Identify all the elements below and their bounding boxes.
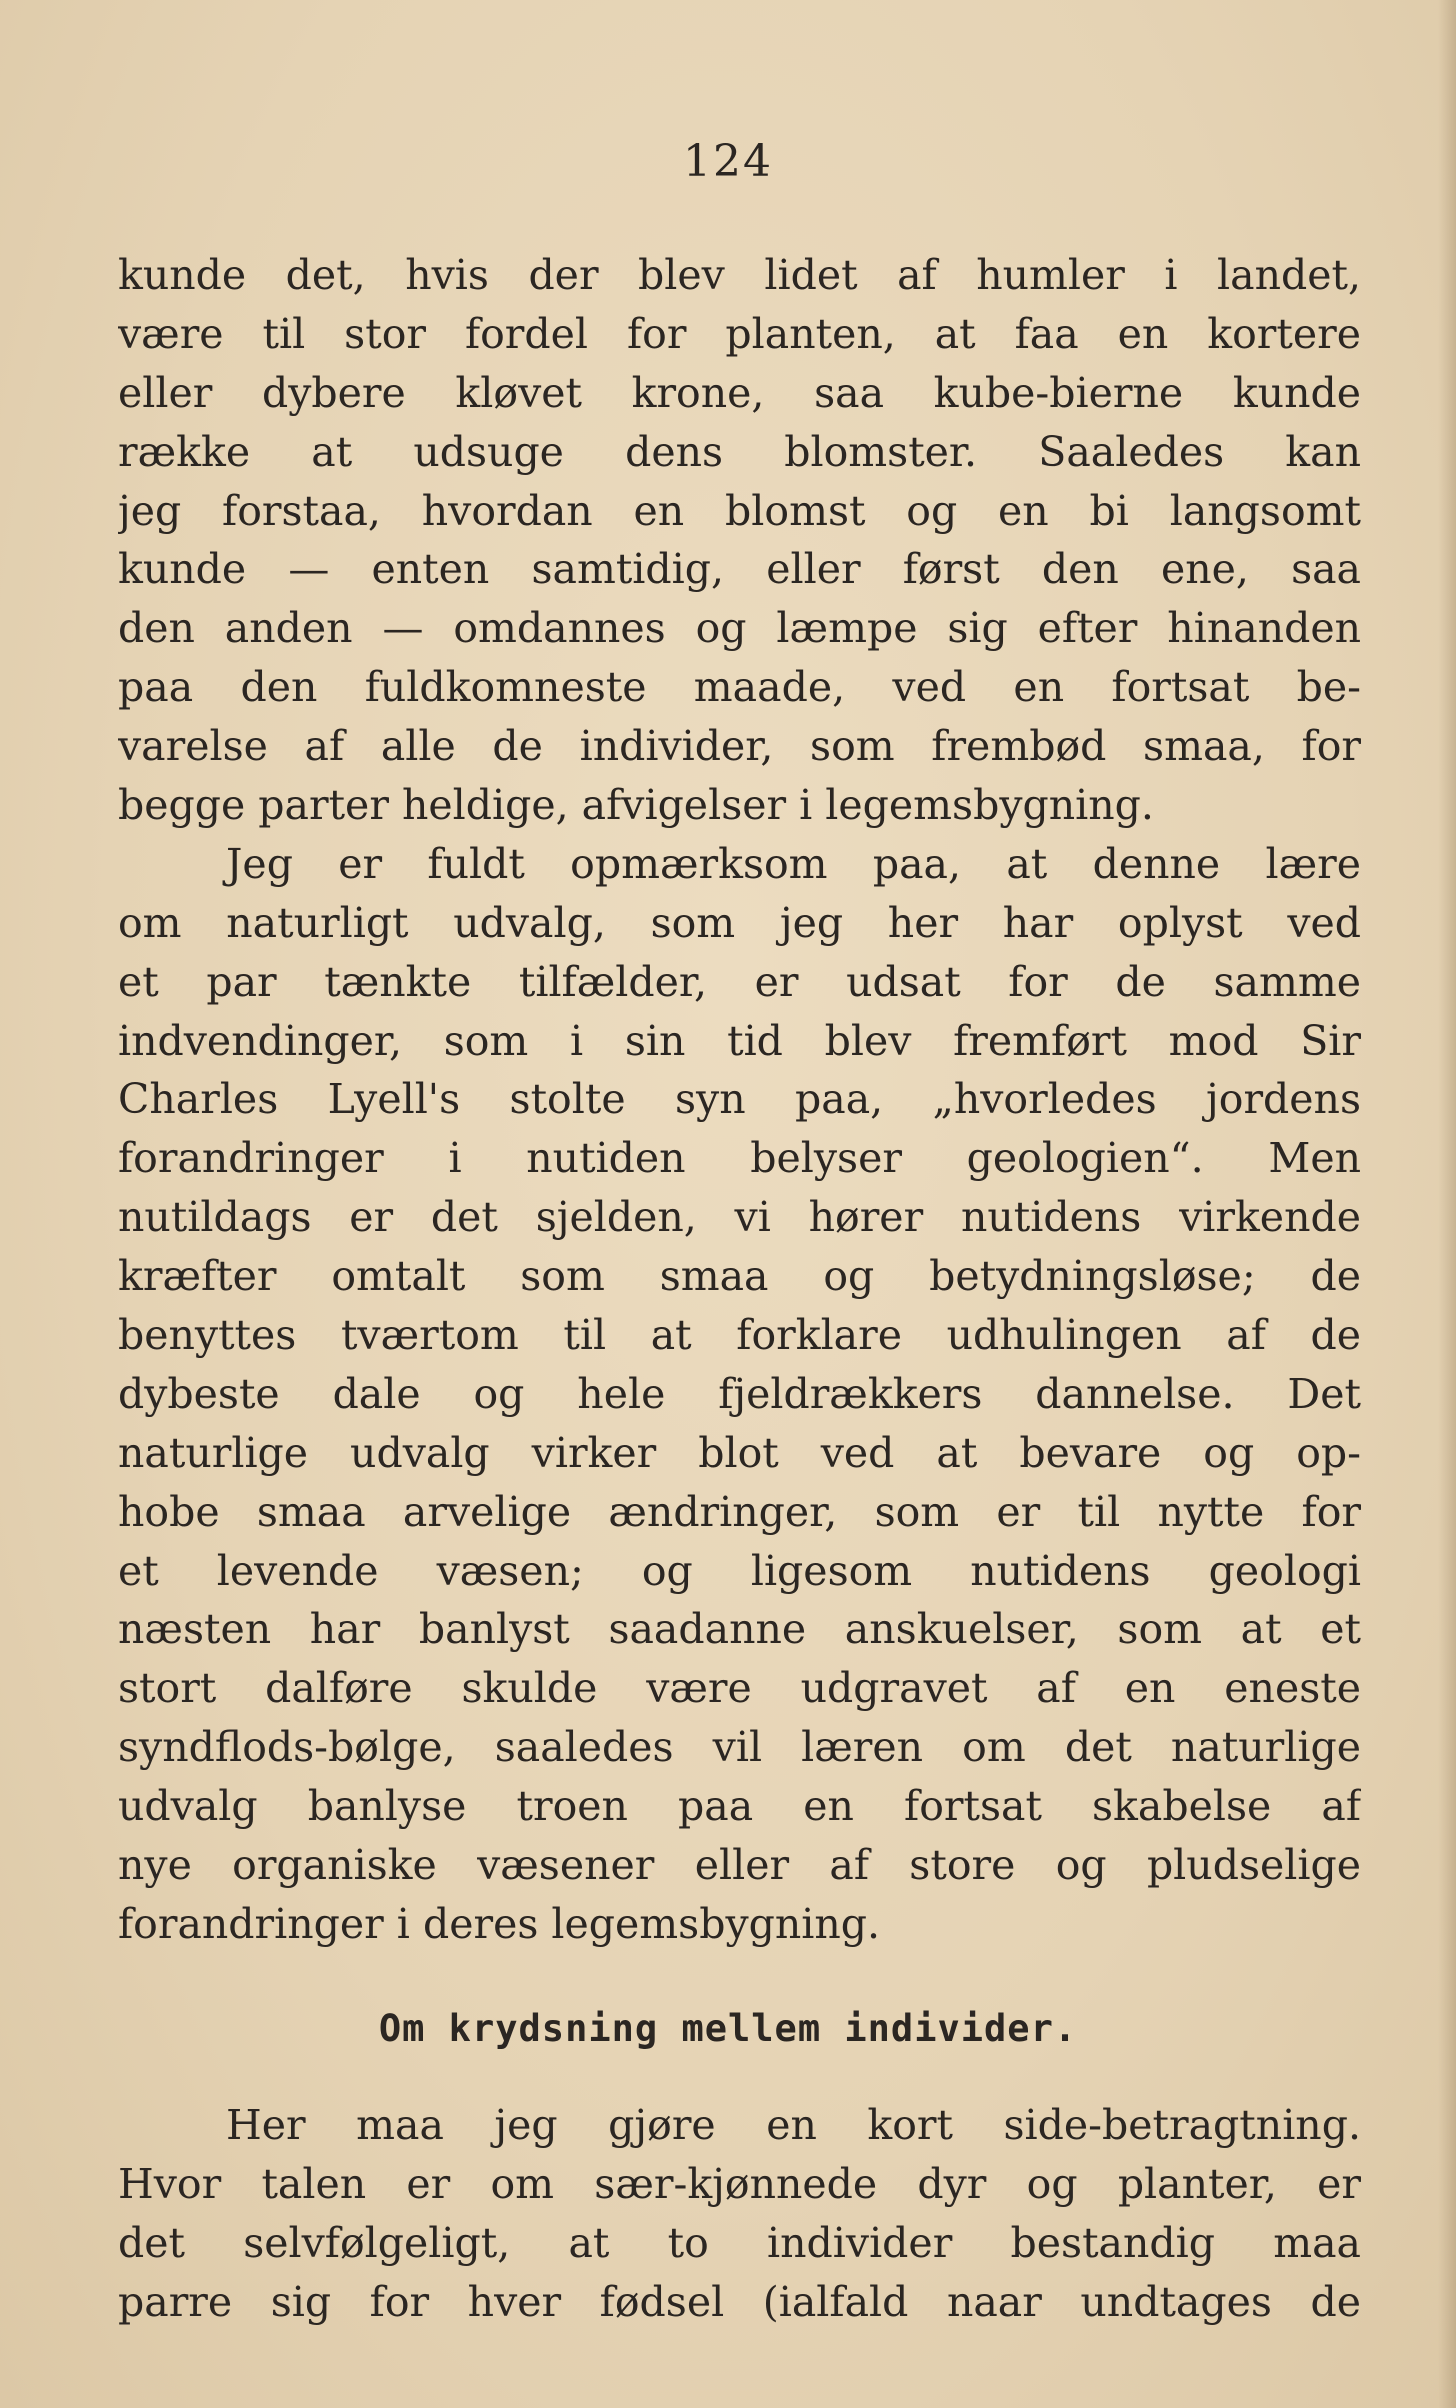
page-number: 124 bbox=[683, 136, 773, 187]
text-line: kunde — enten samtidig, eller først den ene, saa bbox=[118, 545, 1361, 594]
page-edge-shadow bbox=[1438, 0, 1456, 2408]
text-line: varelse af alle de individer, som frembød smaa, for bbox=[118, 722, 1361, 771]
text-line: række at udsuge dens blomster. Saaledes kan bbox=[118, 427, 1361, 476]
text-line: stort dalføre skulde være udgravet af en eneste bbox=[118, 1664, 1361, 1713]
text-line: et par tænkte tilfælder, er udsat for de samme bbox=[118, 957, 1361, 1006]
text-line: syndflods-bølge, saaledes vil læren om det naturlige bbox=[118, 1723, 1361, 1772]
main-paragraphs bbox=[118, 246, 1361, 1954]
text-line: et levende væsen; og ligesom nutidens geologi bbox=[118, 1546, 1361, 1595]
text-line: begge parter heldige, afvigelser i legemsbygning. bbox=[118, 781, 1154, 830]
text-line: udvalg banlyse troen paa en fortsat skabelse af bbox=[118, 1782, 1361, 1831]
text-line: jeg forstaa, hvordan en blomst og en bi langsomt bbox=[118, 486, 1361, 535]
text-line: den anden — omdannes og læmpe sig efter hinanden bbox=[118, 604, 1361, 653]
text-line: parre sig for hver fødsel (ialfald naar undtages de bbox=[118, 2277, 1361, 2326]
text-line: nye organiske væsener eller af store og pludselige bbox=[118, 1841, 1361, 1890]
text-line: dybeste dale og hele fjeldrækkers dannelse. Det bbox=[118, 1369, 1361, 1418]
text-line: om naturligt udvalg, som jeg her har oplyst ved bbox=[118, 898, 1361, 947]
text-line: Hvor talen er om sær-kjønnede dyr og planter, er bbox=[118, 2159, 1361, 2208]
text-line: kræfter omtalt som smaa og betydningsløse; de bbox=[118, 1252, 1361, 1301]
text-line: Jeg er fuldt opmærksom paa, at denne lære bbox=[226, 839, 1361, 888]
text-line: Charles Lyell's stolte syn paa, „hvorledes jordens bbox=[118, 1075, 1361, 1124]
text-line: benyttes tværtom til at forklare udhulingen af de bbox=[118, 1311, 1361, 1360]
text-line: kunde det, hvis der blev lidet af humler i landet, bbox=[118, 251, 1361, 299]
text-line: paa den fuldkomneste maade, ved en fortsat be- bbox=[118, 663, 1361, 712]
text-line: nutildags er det sjelden, vi hører nutidens virkende bbox=[118, 1193, 1361, 1242]
text-line: være til stor fordel for planten, at faa en kortere bbox=[118, 309, 1361, 358]
text-line: naturlige udvalg virker blot ved at bevare og op- bbox=[118, 1428, 1361, 1477]
section-heading: Om krydsning mellem individer. bbox=[378, 2007, 1078, 2050]
text-line: hobe smaa arvelige ændringer, som er til nytte for bbox=[118, 1487, 1361, 1536]
text-line: eller dybere kløvet krone, saa kube-bierne kunde bbox=[118, 368, 1361, 417]
text-line: forandringer i deres legemsbygning. bbox=[118, 1899, 881, 1948]
text-line: indvendinger, som i sin tid blev fremført mod Sir bbox=[118, 1016, 1361, 1065]
text-line: Her maa jeg gjøre en kort side-betragtning. bbox=[226, 2101, 1361, 2149]
section-paragraph bbox=[118, 2096, 1361, 2332]
text-line: næsten har banlyst saadanne anskuelser, som at et bbox=[118, 1605, 1361, 1654]
text-line: forandringer i nutiden belyser geologien“. Men bbox=[118, 1134, 1361, 1183]
text-line: det selvfølgeligt, at to individer bestandig maa bbox=[118, 2218, 1361, 2267]
